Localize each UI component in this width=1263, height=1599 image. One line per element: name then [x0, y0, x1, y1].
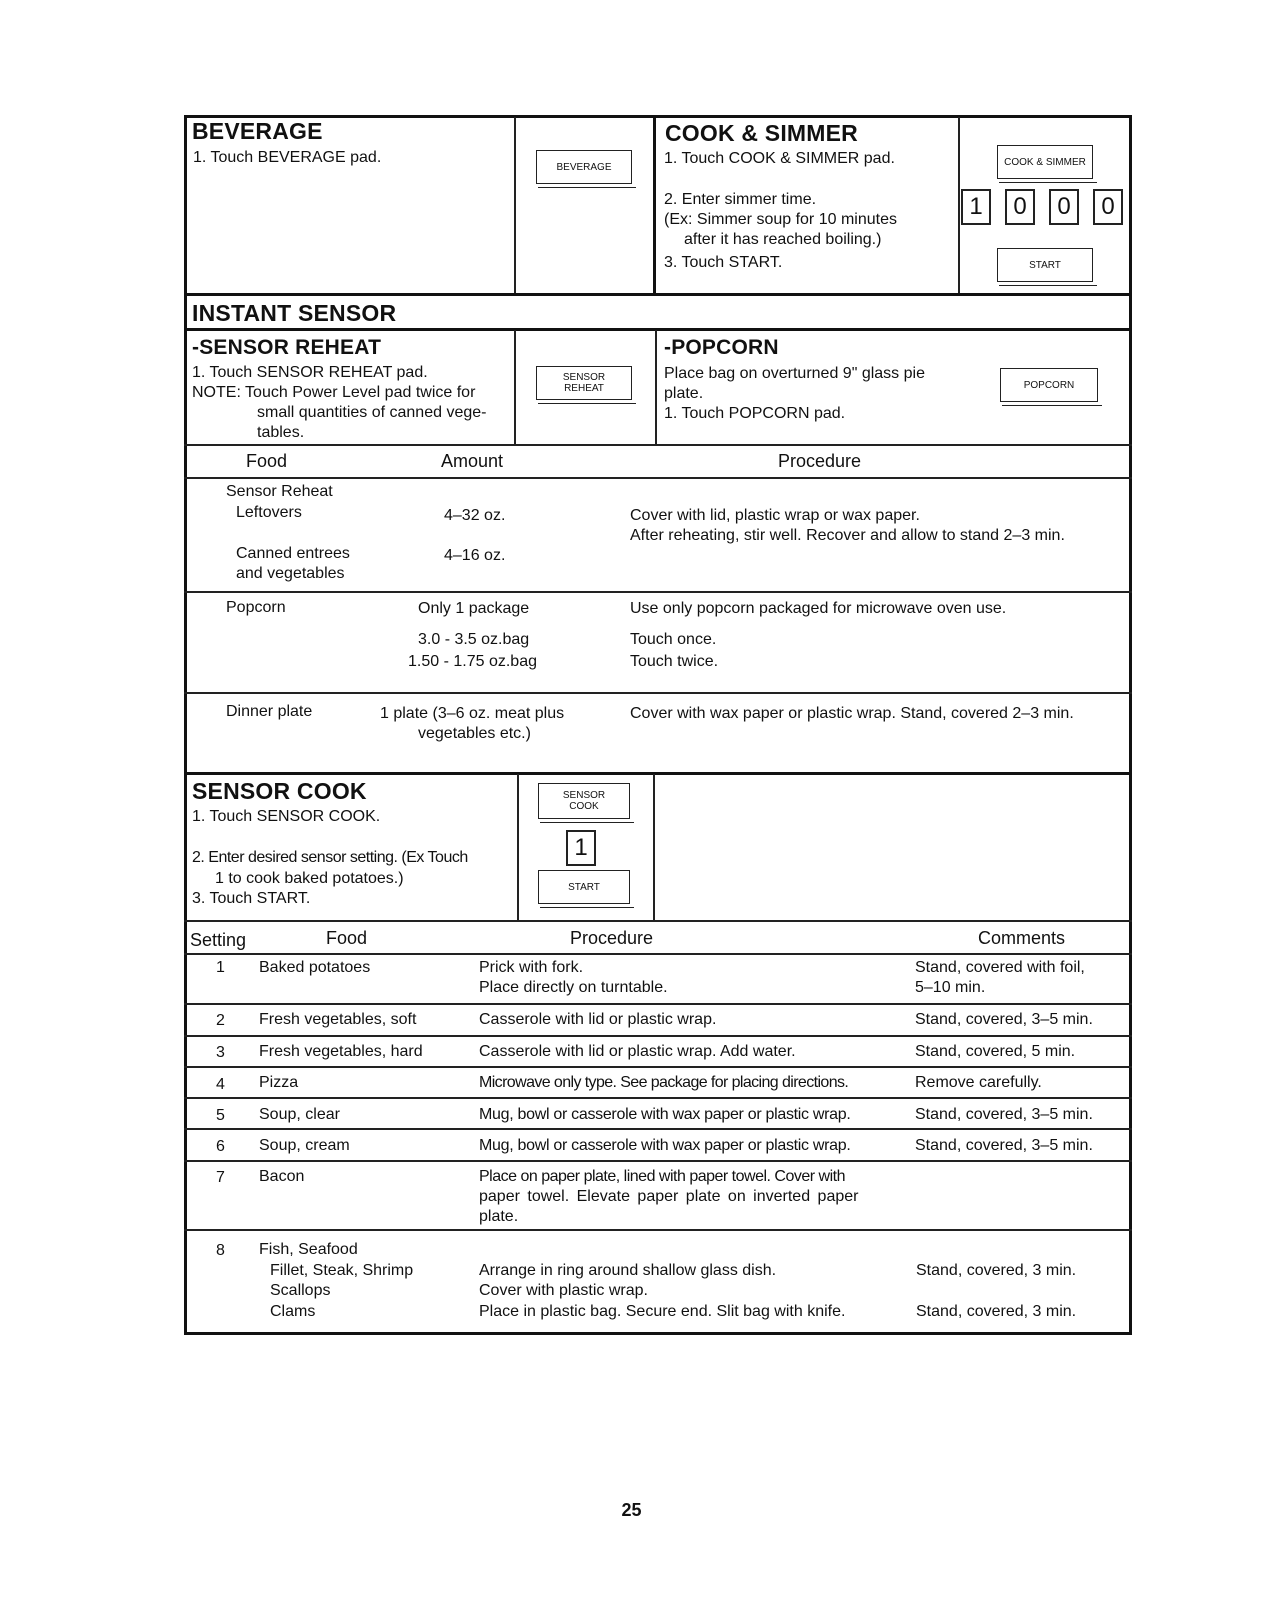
divider: [958, 117, 960, 293]
cook-procedure: Mug, bowl or casserole with wax paper or plastic wrap.: [479, 1106, 851, 1123]
cook-procedure: Microwave only type. See package for placing directions.: [479, 1074, 849, 1091]
reheat-food: Dinner plate: [226, 703, 313, 720]
sensor-reheat-note-cont: tables.: [257, 424, 305, 441]
cook-procedure: Casserole with lid or plastic wrap.: [479, 1011, 717, 1028]
sensor-cook-step-2-cont: 1 to cook baked potatoes.): [215, 870, 404, 887]
start-pad-button: START: [538, 870, 630, 904]
divider: [184, 1128, 1132, 1130]
divider: [184, 1066, 1132, 1068]
cook-setting: 7: [216, 1169, 225, 1186]
cook-setting: 8: [216, 1242, 225, 1259]
reheat-procedure: Cover with wax paper or plastic wrap. Stand, covered 2–3 min.: [630, 705, 1074, 722]
divider: [653, 774, 655, 920]
cook-food: Baked potatoes: [259, 959, 371, 976]
popcorn-step-1: 1. Touch POPCORN pad.: [664, 405, 846, 422]
cook-simmer-step-1: 1. Touch COOK & SIMMER pad.: [664, 150, 895, 167]
reheat-amount: 4–32 oz.: [444, 507, 506, 524]
reheat-food: Leftovers: [236, 504, 302, 521]
popcorn-title: -POPCORN: [664, 336, 779, 359]
cook-simmer-step-2: 2. Enter simmer time.: [664, 191, 817, 208]
divider: [184, 772, 1132, 775]
cook-procedure: Cover with plastic wrap.: [479, 1282, 648, 1299]
divider: [184, 477, 1132, 479]
cook-comment: Stand, covered, 3–5 min.: [915, 1011, 1093, 1028]
divider: [514, 117, 516, 293]
cook-procedure: Prick with fork.: [479, 959, 584, 976]
cook-simmer-title: COOK & SIMMER: [665, 120, 858, 146]
beverage-step-1: 1. Touch BEVERAGE pad.: [193, 149, 382, 166]
start-pad-button: START: [997, 248, 1093, 282]
divider: [184, 1003, 1132, 1005]
instant-sensor-title: INSTANT SENSOR: [192, 300, 397, 326]
beverage-title: BEVERAGE: [192, 118, 323, 144]
cook-procedure: Casserole with lid or plastic wrap. Add water.: [479, 1043, 796, 1060]
cook-procedure: plate.: [479, 1208, 519, 1225]
cook-comment: Stand, covered, 5 min.: [915, 1043, 1076, 1060]
reheat-amount: 1.50 - 1.75 oz.bag: [408, 653, 537, 670]
reheat-amount: 3.0 - 3.5 oz.bag: [418, 631, 530, 648]
popcorn-instruction-cont: plate.: [664, 385, 704, 402]
reheat-procedure: Cover with lid, plastic wrap or wax paper.: [630, 507, 920, 524]
cook-food: Pizza: [259, 1074, 299, 1091]
reheat-procedure: After reheating, stir well. Recover and allow to stand 2–3 min.: [630, 527, 1065, 544]
reheat-food: and vegetables: [236, 565, 345, 582]
divider: [184, 444, 1132, 446]
divider: [653, 117, 656, 293]
cook-comment: Stand, covered with foil,: [915, 959, 1085, 976]
cook-food: Fresh vegetables, soft: [259, 1011, 417, 1028]
cook-setting: 4: [216, 1076, 225, 1093]
reheat-amount: vegetables etc.): [418, 725, 531, 742]
sensor-reheat-step-1: 1. Touch SENSOR REHEAT pad.: [192, 364, 428, 381]
sensor-reheat-note-cont: small quantities of canned vege-: [257, 404, 487, 421]
sensor-cook-step-2: 2. Enter desired sensor setting. (Ex Touch: [192, 849, 468, 866]
divider: [184, 1097, 1132, 1099]
cook-food: Soup, cream: [259, 1137, 350, 1154]
cook-food: Bacon: [259, 1168, 305, 1185]
divider: [184, 293, 1132, 296]
sensor-reheat-title: -SENSOR REHEAT: [192, 336, 382, 359]
digit-key: 0: [1049, 189, 1079, 225]
page-number: 25: [621, 1500, 642, 1520]
cook-header-setting: Setting: [190, 930, 247, 950]
reheat-header-procedure: Procedure: [778, 451, 862, 471]
cook-comment: Stand, covered, 3–5 min.: [915, 1106, 1093, 1123]
divider: [184, 591, 1132, 593]
cook-comment: Stand, covered, 3 min.: [916, 1262, 1077, 1279]
divider: [184, 953, 1132, 955]
cook-procedure: paper towel. Elevate paper plate on inverted paper: [479, 1188, 859, 1205]
reheat-food: Popcorn: [226, 599, 286, 616]
reheat-food: Canned entrees: [236, 545, 350, 562]
reheat-amount: 4–16 oz.: [444, 547, 506, 564]
divider: [184, 1229, 1132, 1231]
cook-procedure: Mug, bowl or casserole with wax paper or plastic wrap.: [479, 1137, 851, 1154]
popcorn-pad-button: POPCORN: [1000, 368, 1098, 402]
reheat-amount: Only 1 package: [418, 600, 530, 617]
cook-food: Fresh vegetables, hard: [259, 1043, 423, 1060]
sensor-reheat-pad-button: SENSOR REHEAT: [536, 366, 632, 400]
cook-food: Fish, Seafood: [259, 1241, 358, 1258]
sensor-reheat-note: NOTE: Touch Power Level pad twice for: [192, 384, 476, 401]
cook-comment: Stand, covered, 3–5 min.: [915, 1137, 1093, 1154]
cook-simmer-example-cont: after it has reached boiling.): [684, 231, 882, 248]
cook-food: Fillet, Steak, Shrimp: [270, 1262, 414, 1279]
cook-procedure: Place in plastic bag. Secure end. Slit bag with knife.: [479, 1303, 846, 1320]
digit-key: 0: [1093, 189, 1123, 225]
cook-food: Soup, clear: [259, 1106, 340, 1123]
reheat-amount: 1 plate (3–6 oz. meat plus: [380, 705, 565, 722]
divider: [184, 920, 1132, 922]
cook-food: Clams: [270, 1303, 316, 1320]
sensor-cook-step-1: 1. Touch SENSOR COOK.: [192, 808, 381, 825]
popcorn-instruction: Place bag on overturned 9" glass pie: [664, 365, 925, 382]
reheat-header-food: Food: [246, 451, 288, 471]
reheat-procedure: Touch once.: [630, 631, 717, 648]
cook-header-comments: Comments: [978, 928, 1066, 948]
cook-procedure: Arrange in ring around shallow glass dish.: [479, 1262, 777, 1279]
divider: [184, 1160, 1132, 1162]
digit-key: 1: [961, 189, 991, 225]
cook-setting: 5: [216, 1107, 225, 1124]
divider: [184, 1035, 1132, 1037]
beverage-pad-button: BEVERAGE: [536, 150, 632, 184]
cook-setting: 3: [216, 1044, 225, 1061]
divider: [514, 330, 516, 444]
divider: [184, 328, 1132, 331]
sensor-cook-pad-button: SENSOR COOK: [538, 783, 630, 819]
divider: [655, 330, 657, 444]
cook-setting: 1: [216, 959, 225, 976]
cook-simmer-step-3: 3. Touch START.: [664, 254, 783, 271]
sensor-cook-step-3: 3. Touch START.: [192, 890, 311, 907]
cook-header-food: Food: [326, 928, 368, 948]
digit-key: 0: [1005, 189, 1035, 225]
cook-header-procedure: Procedure: [570, 928, 654, 948]
cook-procedure: Place directly on turntable.: [479, 979, 668, 996]
cook-setting: 2: [216, 1012, 225, 1029]
cook-procedure: Place on paper plate, lined with paper towel. Cover with: [479, 1168, 845, 1185]
divider: [184, 692, 1132, 694]
reheat-group-label: Sensor Reheat: [226, 483, 333, 500]
divider: [517, 774, 519, 920]
cook-comment: Stand, covered, 3 min.: [916, 1303, 1077, 1320]
cook-simmer-pad-button: COOK & SIMMER: [997, 145, 1093, 179]
cook-setting: 6: [216, 1138, 225, 1155]
digit-key: 1: [566, 830, 596, 866]
cook-comment: 5–10 min.: [915, 979, 986, 996]
reheat-procedure: Use only popcorn packaged for microwave oven use.: [630, 600, 1007, 617]
cook-comment: Remove carefully.: [915, 1074, 1042, 1091]
reheat-procedure: Touch twice.: [630, 653, 719, 670]
reheat-header-amount: Amount: [441, 451, 504, 471]
sensor-cook-title: SENSOR COOK: [192, 778, 367, 804]
cook-simmer-example: (Ex: Simmer soup for 10 minutes: [664, 211, 897, 228]
cook-food: Scallops: [270, 1282, 331, 1299]
